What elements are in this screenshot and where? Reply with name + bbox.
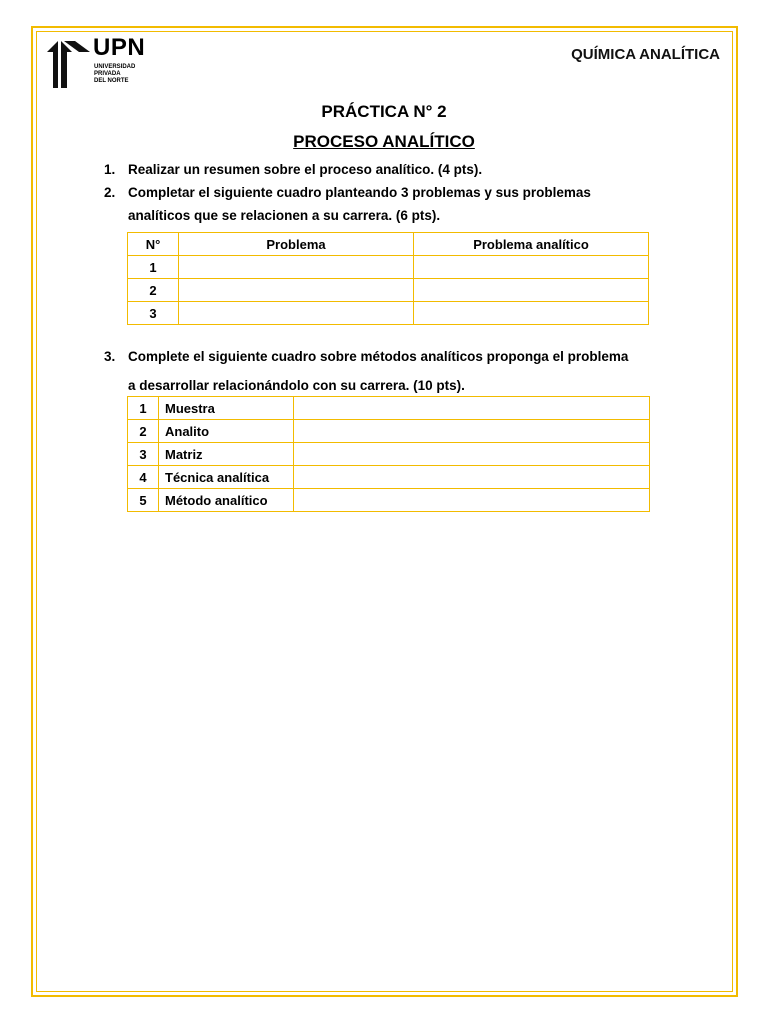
answer-cell[interactable] xyxy=(294,466,650,489)
logo-wordmark: UPN xyxy=(93,34,146,61)
methods-table xyxy=(127,396,650,512)
answer-cell[interactable] xyxy=(294,397,650,420)
question-1: 1. Realizar un resumen sobre el proceso analítico. (4 pts). xyxy=(104,162,483,177)
problem-cell[interactable] xyxy=(179,256,414,279)
row-number: 2 xyxy=(128,279,179,302)
question-2-continued: analíticos que se relacionen a su carrera. (6 pts). xyxy=(128,208,441,223)
table-row xyxy=(128,489,650,512)
row-number: 3 xyxy=(128,443,159,466)
problem-cell[interactable] xyxy=(179,302,414,325)
row-label: Matriz xyxy=(159,443,294,466)
logo-subtitle: UNIVERSIDAD PRIVADA DEL NORTE xyxy=(94,64,136,84)
analytic-problem-cell[interactable] xyxy=(414,302,649,325)
question-2: 2. Completar el siguiente cuadro planteando 3 problemas y sus problemas xyxy=(104,185,591,200)
row-label: Técnica analítica xyxy=(159,466,294,489)
problem-cell[interactable] xyxy=(179,279,414,302)
table-row xyxy=(128,466,650,489)
row-number: 4 xyxy=(128,466,159,489)
row-number: 5 xyxy=(128,489,159,512)
row-number: 3 xyxy=(128,302,179,325)
question-3: 3. Complete el siguiente cuadro sobre métodos analíticos proponga el problema xyxy=(104,349,629,364)
answer-cell[interactable] xyxy=(294,420,650,443)
row-label: Analito xyxy=(159,420,294,443)
row-number: 2 xyxy=(128,420,159,443)
topic-title: PROCESO ANALÍTICO xyxy=(293,132,475,151)
col-header-analytic-problem: Problema analítico xyxy=(414,233,649,256)
table-row xyxy=(128,397,650,420)
question-3-continued: a desarrollar relacionándolo con su carrera. (10 pts). xyxy=(128,378,465,393)
col-header-problem: Problema xyxy=(179,233,414,256)
table-row xyxy=(128,256,649,279)
row-number: 1 xyxy=(128,256,179,279)
answer-cell[interactable] xyxy=(294,489,650,512)
row-label: Método analítico xyxy=(159,489,294,512)
row-label: Muestra xyxy=(159,397,294,420)
analytic-problem-cell[interactable] xyxy=(414,279,649,302)
analytic-problem-cell[interactable] xyxy=(414,256,649,279)
problems-table xyxy=(127,232,649,325)
table-row xyxy=(128,443,650,466)
row-number: 1 xyxy=(128,397,159,420)
answer-cell[interactable] xyxy=(294,443,650,466)
table-row xyxy=(128,302,649,325)
table-header-row xyxy=(128,233,649,256)
practice-title: PRÁCTICA N° 2 xyxy=(321,102,447,121)
course-title: QUÍMICA ANALÍTICA xyxy=(571,46,720,63)
col-header-number: N° xyxy=(128,233,179,256)
table-row xyxy=(128,420,650,443)
table-row xyxy=(128,279,649,302)
